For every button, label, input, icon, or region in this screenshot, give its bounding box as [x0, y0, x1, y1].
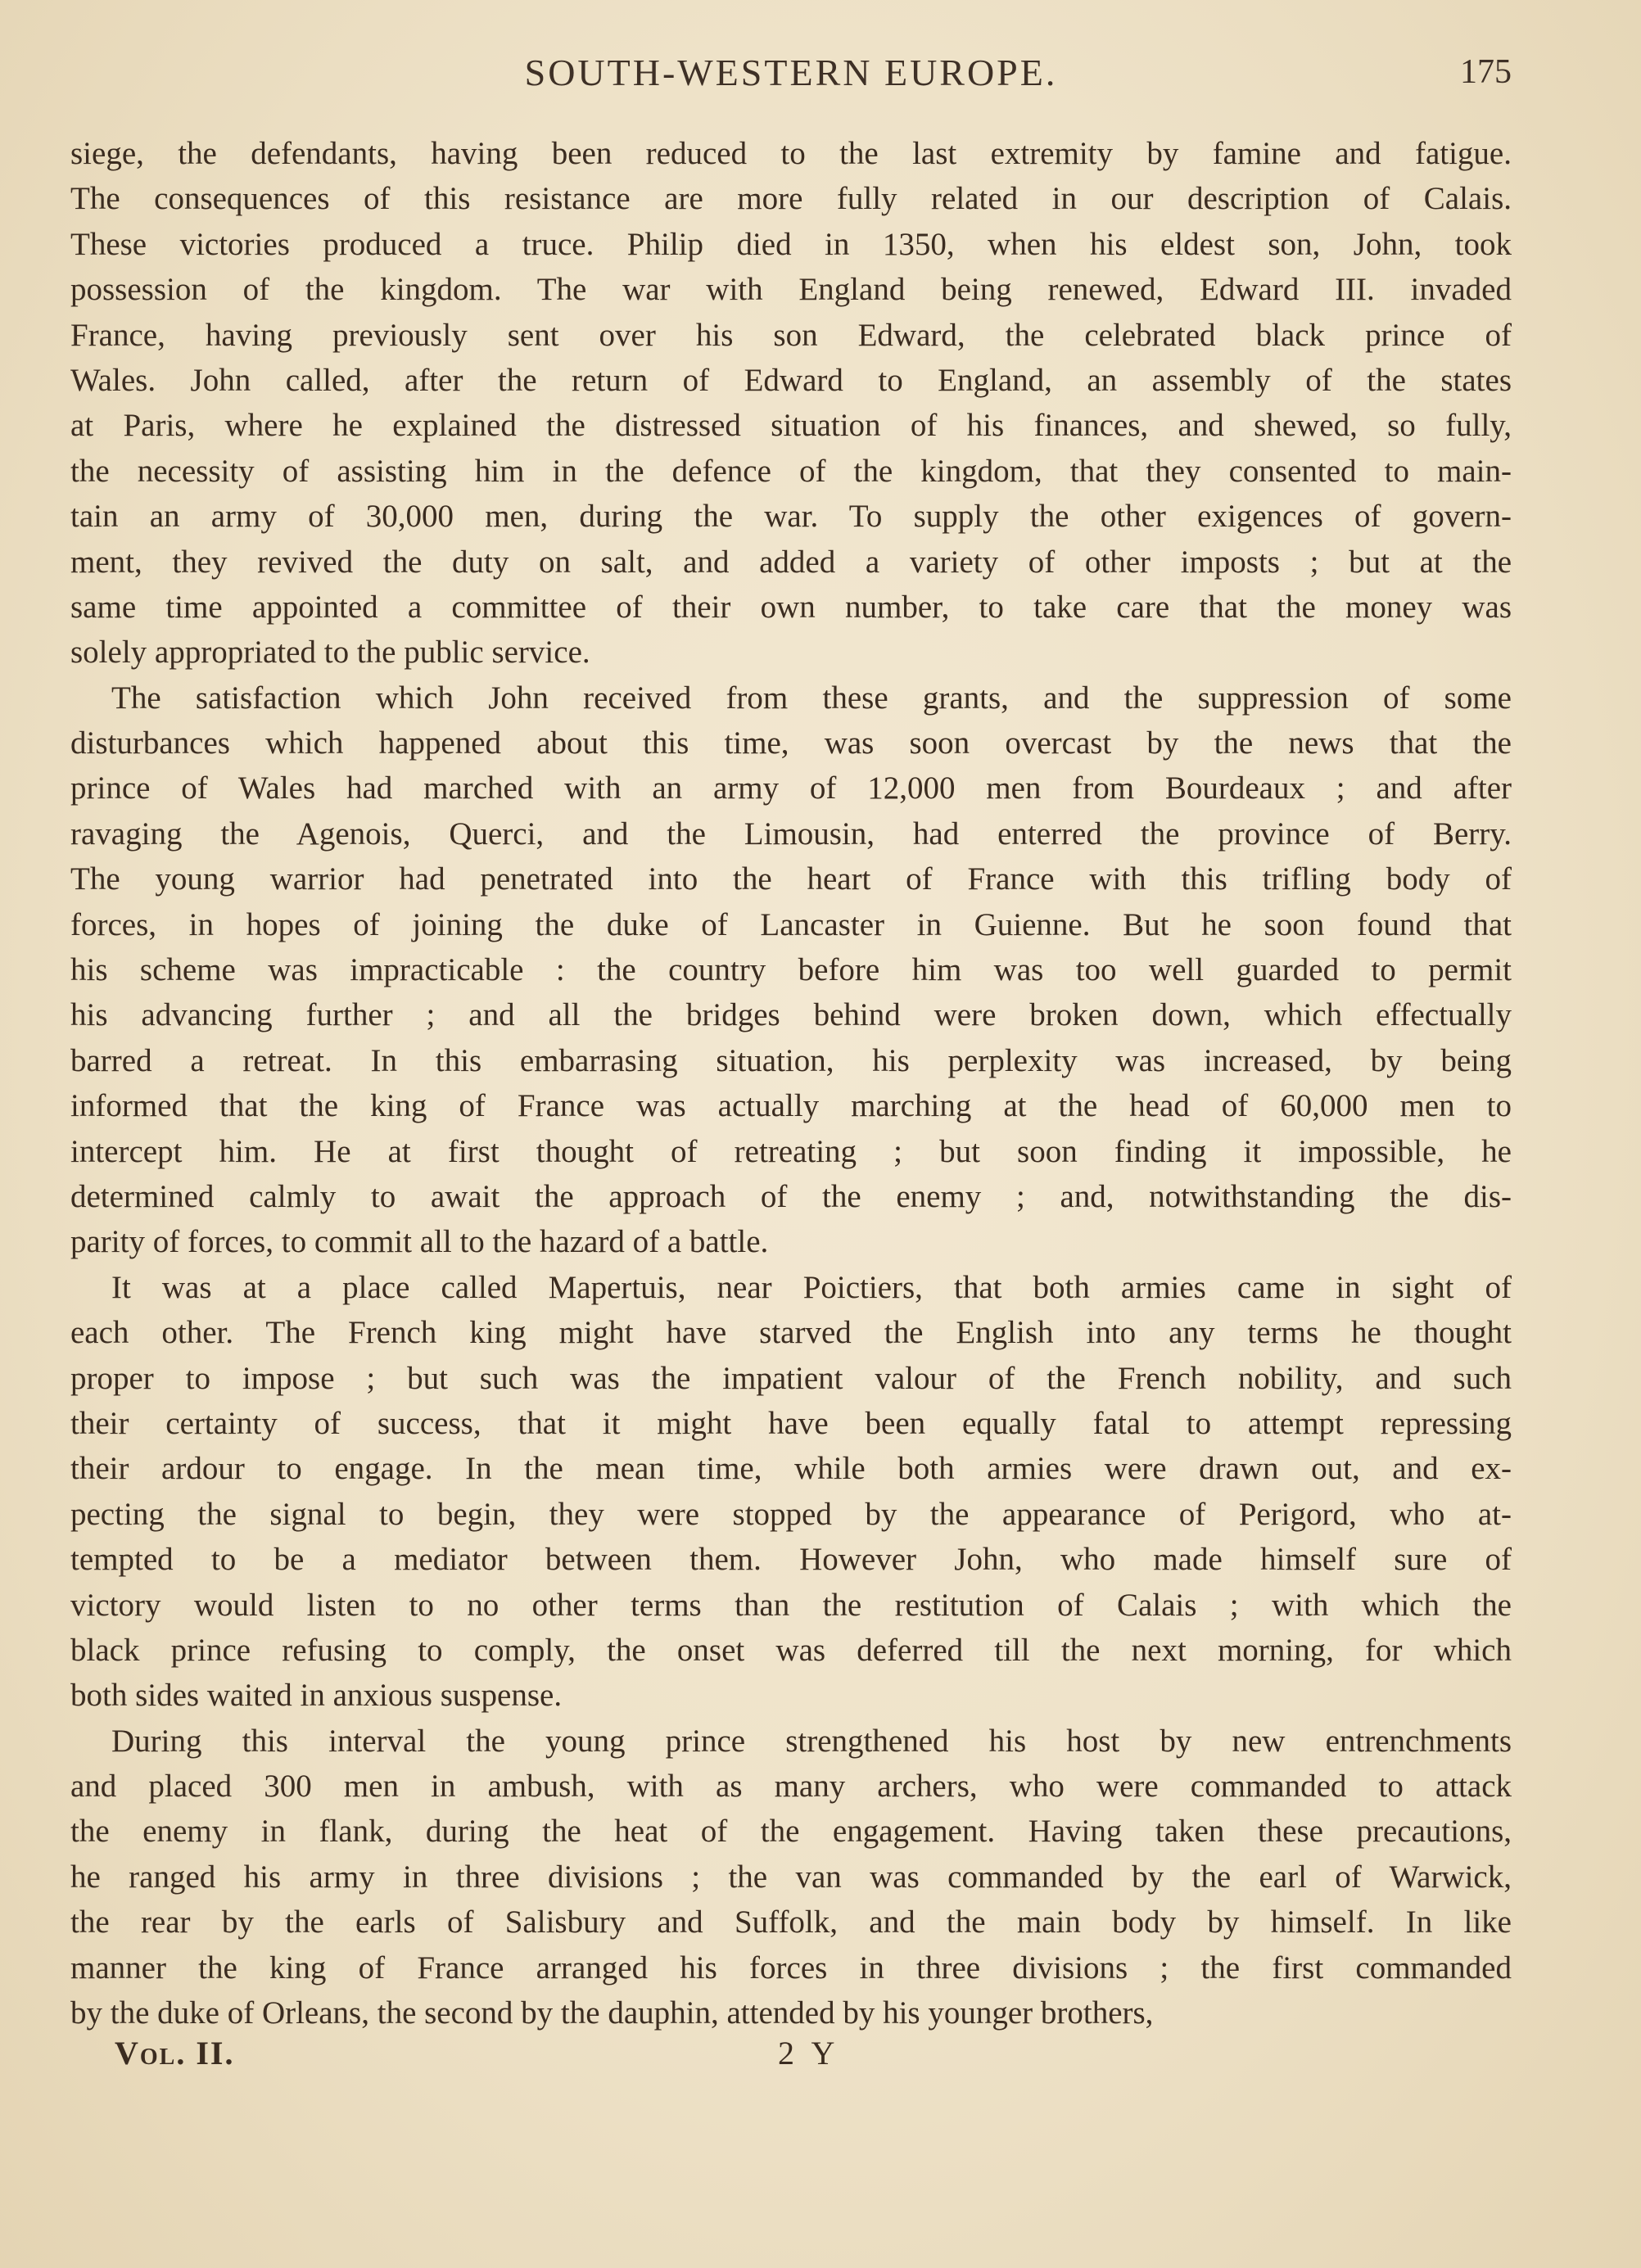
text-line: by the duke of Orleans, the second by the dauphin, attended by his younger brothers,	[70, 1995, 1154, 2031]
text-line: forces, in hopes of joining the duke of Lancaster in Guienne. But he soon found that	[70, 906, 1512, 942]
text-line: at Paris, where he explained the distressed situation of his finances, and shewed, so fully,	[70, 408, 1512, 444]
text-line: tain an army of 30,000 men, during the war. To supply the other exigences of govern-	[70, 499, 1512, 535]
text-line: The consequences of this resistance are more fully related in our description of Calais.	[70, 181, 1512, 217]
paragraph	[70, 1719, 1512, 2036]
text-line: It was at a place called Mapertuis, near Poictiers, that both armies came in sight of	[111, 1269, 1512, 1305]
text-line: black prince refusing to comply, the onset was deferred till the next morning, for which	[70, 1632, 1512, 1668]
text-line: The satisfaction which John received from these grants, and the suppression of some	[111, 680, 1512, 716]
running-title: SOUTH-WESTERN EUROPE.	[524, 52, 1058, 93]
text-line: the enemy in flank, during the heat of the engagement. Having taken these precautions,	[70, 1814, 1512, 1850]
text-line: During this interval the young prince strengthened his host by new entrenchments	[111, 1723, 1512, 1759]
text-line: and placed 300 men in ambush, with as many archers, who were commanded to attack	[70, 1769, 1512, 1805]
text-line: the necessity of assisting him in the defence of the kingdom, that they consented to main-	[70, 453, 1512, 489]
text-line: his advancing further ; and all the bridges behind were broken down, which effectually	[70, 997, 1512, 1033]
paragraph	[70, 1265, 1512, 1719]
text-line: same time appointed a committee of their own number, to take care that the money was	[70, 589, 1512, 625]
text-line: disturbances which happened about this time, was soon overcast by the news that the	[70, 725, 1512, 761]
text-line: prince of Wales had marched with an army of 12,000 men from Bourdeaux ; and after	[70, 770, 1512, 806]
text-line: France, having previously sent over his son Edward, the celebrated black prince of	[70, 317, 1512, 353]
text-line: determined calmly to await the approach of the enemy ; and, notwithstanding the dis-	[70, 1178, 1512, 1214]
text-line: proper to impose ; but such was the impatient valour of the French nobility, and such	[70, 1360, 1512, 1396]
text-line: informed that the king of France was actually marching at the head of 60,000 men to	[70, 1088, 1512, 1124]
text-line: their ardour to engage. In the mean time, while both armies were drawn out, and ex-	[70, 1451, 1512, 1487]
text-line: their certainty of success, that it might have been equally fatal to attempt repressing	[70, 1405, 1512, 1441]
text-line: his scheme was impracticable : the country before him was too well guarded to permit	[70, 952, 1512, 988]
page-footer	[115, 2034, 1179, 2075]
text-line: the rear by the earls of Salisbury and Suffolk, and the main body by himself. In like	[70, 1904, 1512, 1940]
text-line: ravaging the Agenois, Querci, and the Limousin, had enterred the province of Berry.	[70, 815, 1512, 852]
text-line: he ranged his army in three divisions ; the van was commanded by the earl of Warwick,	[70, 1859, 1512, 1895]
text-line: These victories produced a truce. Philip died in 1350, when his eldest son, John, took	[70, 226, 1512, 262]
page-number: 175	[1460, 53, 1512, 91]
text-line: manner the king of France arranged his forces in three divisions ; the first commanded	[70, 1949, 1512, 1986]
volume-label: Vol. II.	[115, 2035, 235, 2071]
signature-mark: 2 Y	[778, 2035, 840, 2071]
text-line: Wales. John called, after the return of Edward to England, an assembly of the states	[70, 362, 1512, 398]
text-line: barred a retreat. In this embarrasing situation, his perplexity was increased, by being	[70, 1042, 1512, 1078]
text-line: possession of the kingdom. The war with England being renewed, Edward III. invaded	[70, 272, 1512, 308]
text-line: siege, the defendants, having been reduced to the last extremity by famine and fatigue.	[70, 136, 1512, 171]
text-line: both sides waited in anxious suspense.	[70, 1678, 563, 1714]
body-text	[70, 131, 1512, 2035]
paragraph	[70, 675, 1512, 1265]
text-line: victory would listen to no other terms than the restitution of Calais ; with which the	[70, 1587, 1512, 1623]
text-line: The young warrior had penetrated into the heart of France with this trifling body of	[70, 861, 1512, 897]
text-line: parity of forces, to commit all to the hazard of a battle.	[70, 1224, 769, 1260]
text-line: solely appropriated to the public service.	[70, 635, 590, 671]
page-header	[70, 51, 1512, 100]
text-line: ment, they revived the duty on salt, and added a variety of other imposts ; but at the	[70, 544, 1512, 580]
text-line: pecting the signal to begin, they were stopped by the appearance of Perigord, who at-	[70, 1496, 1512, 1532]
text-line: each other. The French king might have starved the English into any terms he thought	[70, 1315, 1512, 1351]
text-line: tempted to be a mediator between them. However John, who made himself sure of	[70, 1542, 1512, 1578]
paragraph	[70, 131, 1512, 675]
text-line: intercept him. He at first thought of retreating ; but soon finding it impossible, he	[70, 1133, 1512, 1169]
